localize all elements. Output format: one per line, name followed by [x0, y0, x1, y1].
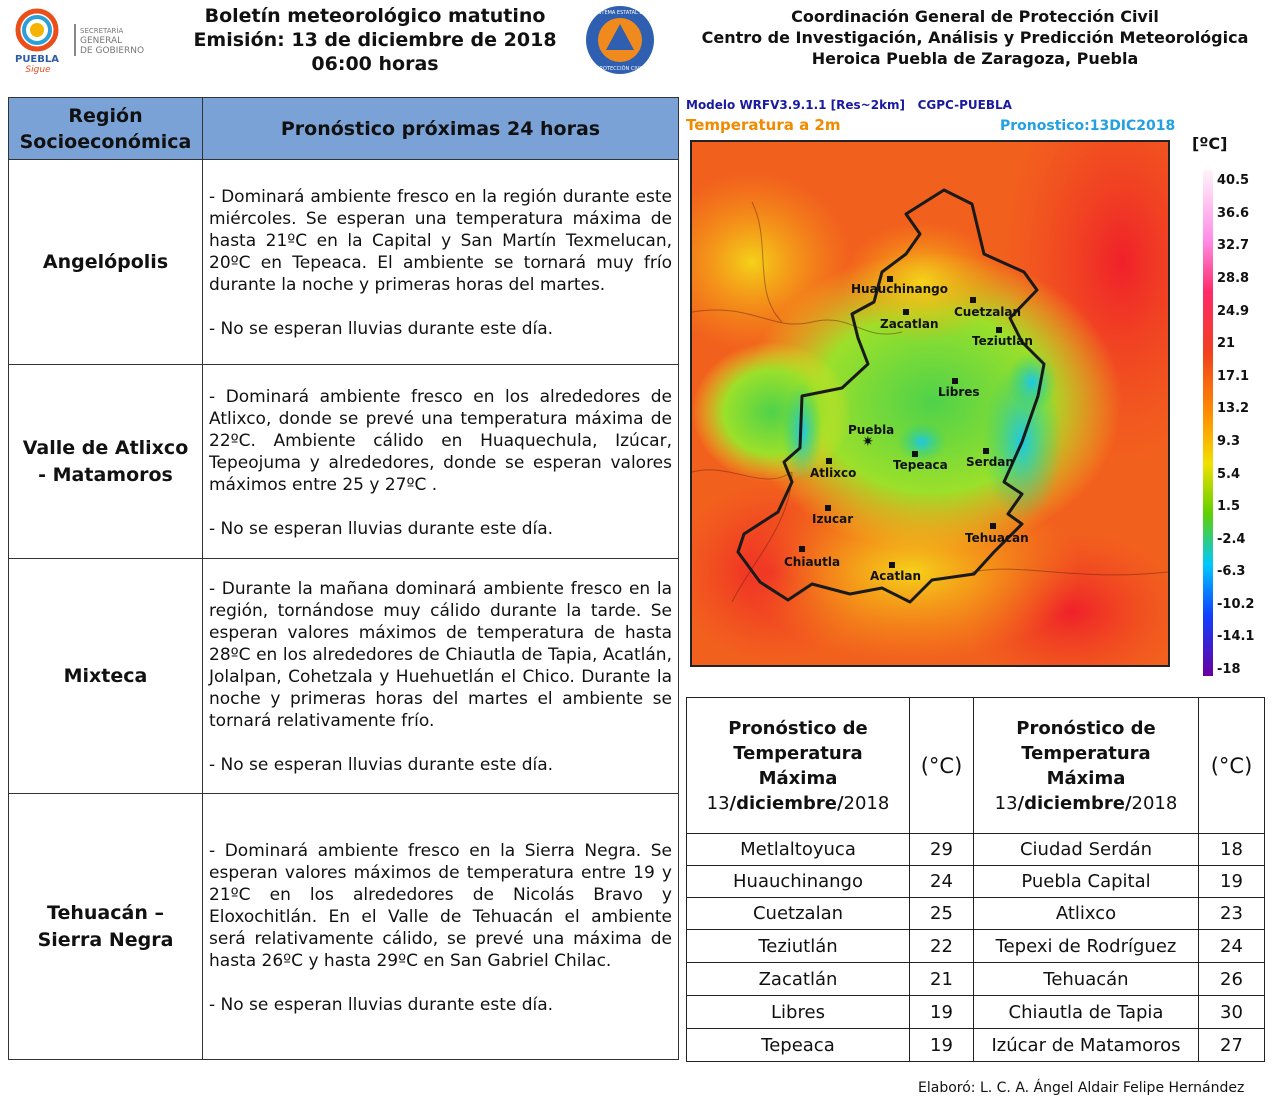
colorbar-label: 5.4 [1217, 467, 1241, 482]
region-forecast [203, 365, 679, 559]
forecast-date-label: Pronostico:13DIC2018 [1000, 118, 1176, 134]
city-name: Tepeaca [687, 1029, 910, 1062]
proteccion-civil-logo [584, 4, 656, 76]
place-label: Izucar [812, 512, 854, 526]
region-name [9, 794, 203, 1060]
place-marker [826, 458, 832, 464]
region-name [9, 559, 203, 794]
author-credit: Elaboró: L. C. A. Ángel Aldair Felipe Hernández [918, 1080, 1245, 1096]
region-name-line2: Sierra Negra [37, 928, 174, 951]
place-label: Atlixco [810, 466, 857, 480]
colorbar-label: -14.1 [1217, 629, 1255, 644]
city-name: Ciudad Serdán [974, 834, 1199, 866]
region-column-header [9, 98, 203, 160]
table-row [9, 160, 679, 365]
city-temp: 24 [910, 866, 974, 898]
place-label: Chiautla [784, 555, 841, 569]
city-name: Chiautla de Tapia [974, 996, 1199, 1029]
table-row [687, 996, 974, 1029]
agency-line1: Coordinación General de Protección Civil [791, 7, 1159, 26]
region-name-line1: Valle de Atlixco [22, 436, 189, 459]
agency-line3: Heroica Puebla de Zaragoza, Puebla [811, 49, 1139, 68]
colorbar-label: 36.6 [1217, 206, 1250, 221]
table-row [687, 963, 974, 996]
region-forecast [203, 559, 679, 794]
city-temp: 29 [910, 834, 974, 866]
table-row [687, 930, 974, 963]
city-temp: 19 [1199, 866, 1265, 898]
city-name: Libres [687, 996, 910, 1029]
puebla-capital-star-icon: ✷ [862, 434, 874, 450]
city-name: Cuetzalan [687, 898, 910, 930]
place-marker [912, 451, 918, 457]
table-row [9, 559, 679, 794]
header-line1: Pronóstico de [1016, 717, 1156, 739]
place-marker [889, 562, 895, 568]
colorbar-label: 24.9 [1217, 304, 1250, 319]
colorbar-label: 40.5 [1217, 173, 1250, 188]
agency-header [680, 6, 1270, 69]
unit-header: (°C) [910, 698, 974, 834]
model-label: Modelo WRFV3.9.1.1 [Res~2km] CGPC-PUEBLA [686, 98, 1012, 112]
table-row [687, 1029, 974, 1062]
rain-note: - No se esperan lluvias durante este día. [209, 518, 554, 539]
table-row [974, 996, 1265, 1029]
place-label: Huauchinango [851, 282, 949, 296]
header-line3: Máxima [758, 767, 838, 789]
header-date: 13/diciembre/2018 [706, 792, 890, 814]
header-line2: Temperatura [1021, 742, 1151, 764]
table-row [687, 834, 974, 866]
table-row [974, 834, 1265, 866]
svg-text:SECRETARÍA: SECRETARÍA [80, 27, 124, 35]
forecast-text: - Dominará ambiente fresco en la región durante este miércoles. Se esperan una temperatura máxima de hasta 21ºC en la Capital y San Martín Texmelucan, 20ºC en Tepeaca. El ambiente se tornará muy frío durante la noche y primeras horas del martes. [209, 187, 672, 295]
city-temp: 21 [910, 963, 974, 996]
region-name [9, 365, 203, 559]
forecast-column-header: Pronóstico próximas 24 horas [203, 98, 679, 160]
city-name: Puebla Capital [974, 866, 1199, 898]
header-line2: Temperatura [733, 742, 863, 764]
temperature-map [690, 140, 1170, 667]
city-name: Zacatlán [687, 963, 910, 996]
place-marker [983, 448, 989, 454]
place-marker [825, 505, 831, 511]
region-name-line1: Angelópolis [42, 250, 169, 273]
place-label: Acatlan [870, 569, 921, 583]
secretaria-logo [74, 22, 156, 58]
place-label: Zacatlan [880, 317, 939, 331]
max-temp-table-left [686, 697, 974, 1062]
header-date: 13/diciembre/2018 [994, 792, 1178, 814]
city-temp: 22 [910, 930, 974, 963]
svg-text:DE GOBIERNO: DE GOBIERNO [80, 46, 145, 56]
table-row [974, 866, 1265, 898]
puebla-logo [8, 6, 66, 74]
region-header-line2: Socioeconómica [19, 130, 192, 153]
region-forecast [203, 160, 679, 365]
city-name: Huauchinango [687, 866, 910, 898]
colorbar-label: 21 [1217, 336, 1236, 351]
variable-label: Temperatura a 2m [686, 116, 841, 134]
city-name: Atlixco [974, 898, 1199, 930]
rain-note: - No se esperan lluvias durante este día. [209, 319, 554, 339]
region-name-line1: Mixteca [63, 664, 148, 687]
city-temp: 19 [910, 996, 974, 1029]
city-temp: 30 [1199, 996, 1265, 1029]
city-temp: 18 [1199, 834, 1265, 866]
place-label: Tehuacan [965, 531, 1029, 545]
table-row [974, 963, 1265, 996]
city-temp: 19 [910, 1029, 974, 1062]
max-temp-header [687, 698, 910, 834]
table-row [9, 365, 679, 559]
place-marker [996, 327, 1002, 333]
table-row [974, 930, 1265, 963]
colorbar-label: -2.4 [1217, 532, 1246, 547]
place-marker [799, 546, 805, 552]
agency-line2: Centro de Investigación, Análisis y Predicción Meteorológica [701, 28, 1249, 47]
forecast-text: - Dominará ambiente fresco en los alrededores de Atlixco, donde se prevé una temperatura máxima de 22ºC. Ambiente cálido en Huaquechula, Izúcar, Tepeojuma y alrededores, donde se esperan valores máximos entre 25 y 27ºC . [209, 386, 672, 495]
regional-forecast-table [8, 97, 679, 1060]
header-line1: Pronóstico de [728, 717, 868, 739]
place-label: Tepeaca [893, 458, 948, 472]
svg-text:SISTEMA ESTATAL DE: SISTEMA ESTATAL DE [593, 10, 647, 16]
forecast-text: - Durante la mañana dominará ambiente fresco en la región, tornándose muy cálido durante la tarde. Se esperan valores máximos de temperatura de hasta 28ºC en los alrededores de Chiautla de Tapia, Acatlán, Jolalpan, Cohetzala y Huehuetlán el Chico. Durante la noche y primeras horas del martes el ambiente se tornará relativamente frío. [209, 579, 672, 731]
region-forecast [203, 794, 679, 1060]
place-label: Serdan [966, 455, 1014, 469]
max-temp-header [974, 698, 1199, 834]
bulletin-title [160, 4, 590, 76]
header-line3: Máxima [1046, 767, 1126, 789]
svg-text:GENERAL: GENERAL [80, 36, 123, 46]
rain-note: - No se esperan lluvias durante este día. [209, 755, 554, 775]
unit-header: (°C) [1199, 698, 1265, 834]
city-temp: 23 [1199, 898, 1265, 930]
table-row [974, 898, 1265, 930]
city-temp: 24 [1199, 930, 1265, 963]
colorbar-label: 17.1 [1217, 369, 1250, 384]
svg-text:Sigue: Sigue [25, 65, 51, 74]
table-row [687, 866, 974, 898]
place-marker [952, 378, 958, 384]
colorbar-label: -10.2 [1217, 597, 1255, 612]
bulletin-issue-date: Emisión: 13 de diciembre de 2018 [193, 29, 557, 51]
city-name: Tepexi de Rodríguez [974, 930, 1199, 963]
table-row [974, 1029, 1265, 1062]
colorbar-label: 32.7 [1217, 238, 1250, 253]
place-marker [990, 523, 996, 529]
rain-note: - No se esperan lluvias durante este día. [209, 994, 554, 1015]
city-temp: 26 [1199, 963, 1265, 996]
city-temp: 27 [1199, 1029, 1265, 1062]
city-name: Izúcar de Matamoros [974, 1029, 1199, 1062]
colorbar-label: 9.3 [1217, 434, 1241, 449]
colorbar-label: 1.5 [1217, 499, 1241, 514]
place-label: Puebla [848, 423, 895, 437]
city-temp: 25 [910, 898, 974, 930]
colorbar-unit: [ºC] [1192, 134, 1228, 153]
svg-text:PROTECCIÓN CIVIL: PROTECCIÓN CIVIL [596, 66, 644, 72]
temperature-colorbar [1203, 170, 1213, 676]
place-label: Cuetzalan [954, 305, 1022, 319]
place-label: Libres [938, 385, 980, 399]
place-label: Teziutlan [972, 334, 1033, 348]
max-temp-table-right [973, 697, 1265, 1062]
city-name: Metlaltoyuca [687, 834, 910, 866]
forecast-text: - Dominará ambiente fresco en la Sierra Negra. Se esperan valores máximos de temperatura entre 19 y 21ºC en los alrededores de Nicolás Bravo y Eloxochitlán. En el Valle de Tehuacán el ambiente será relativamente cálido, se prevé una máxima de hasta 26ºC y hasta 29ºC en San Gabriel Chilac. [209, 840, 672, 971]
colorbar-label: 28.8 [1217, 271, 1250, 286]
table-row [687, 898, 974, 930]
map-header [686, 98, 1186, 138]
bulletin-title-line1: Boletín meteorológico matutino [204, 5, 546, 27]
colorbar-label: -6.3 [1217, 564, 1246, 579]
region-name-line2: - Matamoros [38, 463, 173, 486]
colorbar-label: -18 [1217, 662, 1241, 677]
city-name: Teziutlán [687, 930, 910, 963]
colorbar-label: 13.2 [1217, 401, 1250, 416]
svg-text:PUEBLA: PUEBLA [14, 54, 60, 65]
region-header-line1: Región [68, 104, 143, 127]
place-marker [970, 297, 976, 303]
region-name-line1: Tehuacán – [47, 901, 164, 924]
bulletin-issue-time: 06:00 horas [311, 53, 439, 75]
table-row [9, 794, 679, 1060]
place-marker [903, 309, 909, 315]
city-name: Tehuacán [974, 963, 1199, 996]
region-name [9, 160, 203, 365]
